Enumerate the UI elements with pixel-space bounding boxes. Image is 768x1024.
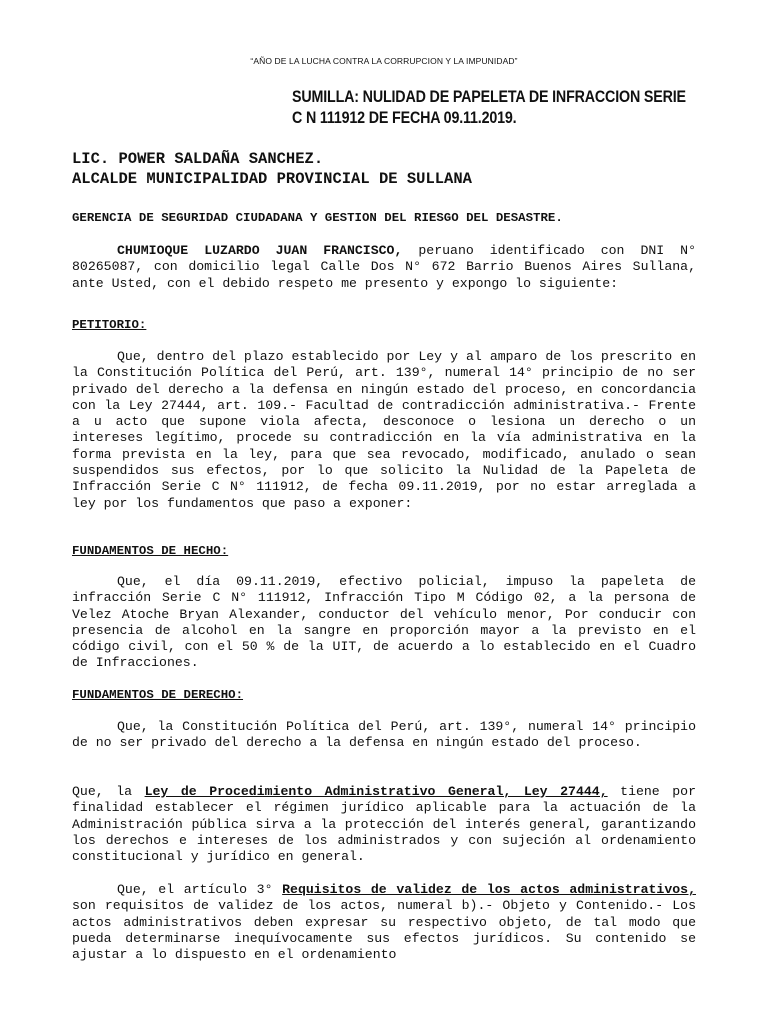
law-rest: tiene por finalidad establecer el régimen jurídico aplicable para la actuación de la Administración pública sirva a la protección del interés general, garantizando los derechos e intereses de los administrados y con sujeción al ordenamiento constitucional y jurídico en general.: [72, 784, 697, 865]
derecho-heading: FUNDAMENTOS DE DERECHO:: [72, 688, 244, 702]
petitioner-name: CHUMIOQUE LUZARDO JUAN FRANCISCO,: [117, 243, 403, 258]
hecho-text: Que, el día 09.11.2019, efectivo policial, impuso la papeleta de infracción Serie C N° 111912, Infracción Tipo M Código 02, a la persona de Velez Atoche Bryan Alexander, conductor del vehículo menor, Por conducir con presencia de alcohol en la sangre en proporción mayor a la previsto en el código civil, con el 50 % de la UIT, de acuerdo a lo establecido en el Cuadro de Infracciones.: [72, 574, 696, 671]
petitorio-text: Que, dentro del plazo establecido por Ley y al amparo de los prescrito en la Constitución Política del Perú, art. 139°, numeral 14° principio de no ser privado del derecho a la defensa en ningún estado del proceso, en concordancia con la Ley 27444, art. 109.- Facultad de contradicción administrativa.- Frente a u acto que supone viola afecta, desconoce o lesiona un derecho o un intereses legítimo, procede su contradicción en la vía administrativa en la forma prevista en la ley, para que sea revocado, modificado, anulado o sean suspendidos sus efectos, por lo que solicito la Nulidad de la Papeleta de Infracción Serie C N° 111912, de fecha 09.11.2019, por no estar arreglada a ley por los fundamentos que paso a exponer:: [72, 349, 696, 511]
article-prefix: Que, el artículo 3°: [117, 882, 283, 897]
petitorio-heading: PETITORIO:: [72, 318, 147, 332]
sumilla-line-1: SUMILLA: NULIDAD DE PAPELETA DE INFRACCION SERIE: [292, 87, 686, 106]
department-line: GERENCIA DE SEGURIDAD CIUDADANA Y GESTION DEL RIESGO DEL DESASTRE.: [72, 211, 563, 225]
derecho-paragraph-2: [72, 784, 696, 865]
law-name: Ley de Procedimiento Administrativo General, Ley 27444,: [144, 784, 608, 799]
addressee-name: LIC. POWER SALDAÑA SANCHEZ.: [72, 150, 324, 168]
derecho-paragraph-3: [72, 882, 696, 963]
year-motto: “AÑO DE LA LUCHA CONTRA LA CORRUPCION Y LA IMPUNIDAD”: [250, 56, 518, 66]
addressee-title: ALCALDE MUNICIPALIDAD PROVINCIAL DE SULLANA: [72, 170, 472, 188]
hecho-heading: FUNDAMENTOS DE HECHO:: [72, 544, 229, 558]
derecho-paragraph-1: [72, 719, 696, 752]
petitorio-paragraph: [72, 349, 696, 512]
intro-text: peruano identificado con DNI N° 80265087, con domicilio legal Calle Dos N° 672 Barrio Buenos Aires Sullana, ante Usted, con el debido respeto me presento y expongo lo siguiente:: [72, 243, 697, 291]
hecho-paragraph: [72, 574, 696, 672]
addressee-block: [72, 149, 472, 189]
article-rest: son requisitos de validez de los actos, numeral b).- Objeto y Contenido.- Los actos administrativos deben expresar su respectivo objeto, de tal modo que pueda determinarse inequívocamente sus efectos jurídicos. Su contenido se ajustar a lo dispuesto en el ordenamiento: [72, 898, 696, 963]
sumilla: [292, 86, 686, 128]
derecho-text-1: Que, la Constitución Política del Perú, art. 139°, numeral 14° principio de no ser privado del derecho a la defensa en ningún estado del proceso.: [72, 719, 696, 751]
intro-paragraph: [72, 243, 696, 292]
law-prefix: Que, la: [72, 784, 145, 799]
sumilla-line-2: C N 111912 DE FECHA 09.11.2019.: [292, 108, 517, 127]
article-title: Requisitos de validez de los actos administrativos,: [282, 882, 696, 897]
